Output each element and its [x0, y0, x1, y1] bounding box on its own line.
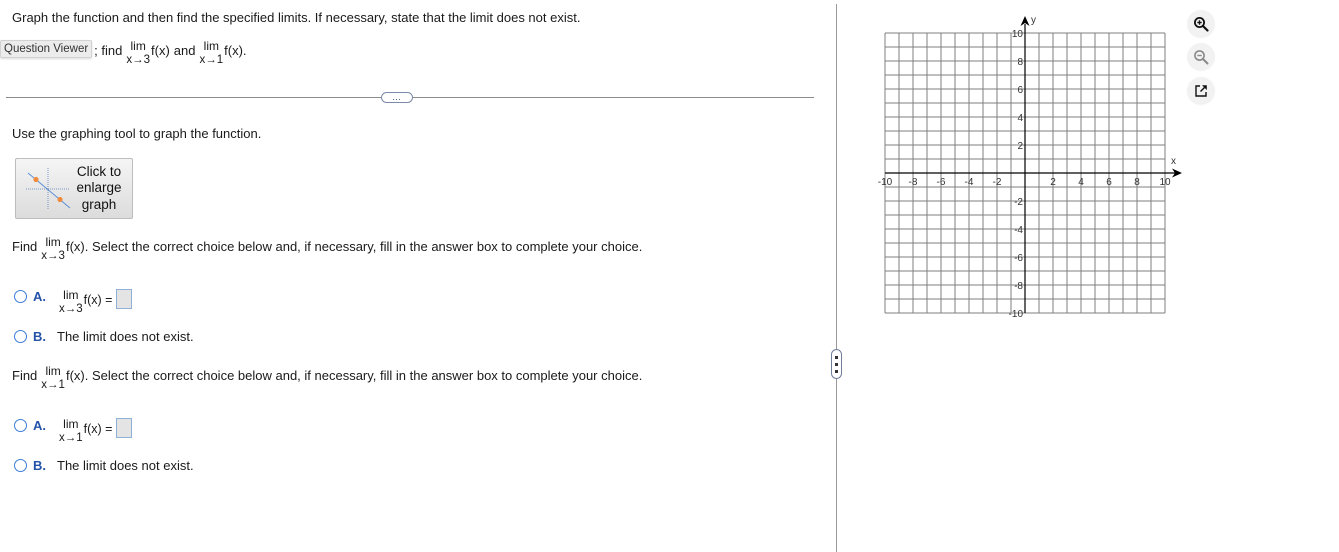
open-external-button[interactable] — [1188, 78, 1214, 104]
question-viewer-tooltip: Question Viewer — [0, 40, 92, 58]
y-tick-label: 2 — [1017, 141, 1023, 152]
lim-subscript: x→3 — [41, 250, 65, 262]
prompt-text: f(x). Select the correct choice below and, if necessary, fill in the answer box to complete your choice. — [65, 368, 643, 383]
fx-end-text: f(x). — [224, 43, 247, 58]
and-text: and — [173, 43, 196, 58]
find-word: Find — [12, 368, 38, 383]
statement-prefix: ; find — [94, 43, 123, 58]
x-tick-label: -2 — [992, 177, 1002, 188]
label-line: enlarge — [76, 180, 122, 196]
part2-prompt — [12, 365, 642, 391]
x-tick-label: -6 — [936, 177, 946, 188]
y-tick-label: -8 — [1014, 281, 1023, 292]
graph-thumbnail-icon — [24, 164, 72, 214]
y-tick-label: 4 — [1017, 113, 1023, 124]
external-link-icon — [1193, 83, 1209, 99]
choice-letter: B. — [33, 329, 46, 344]
x-tick-label: 4 — [1078, 177, 1084, 188]
lim-word: lim — [203, 39, 219, 53]
x-axis-label: x — [1171, 156, 1176, 167]
zoom-out-icon — [1193, 49, 1209, 65]
x-tick-label: -8 — [908, 177, 918, 188]
choice-letter: A. — [33, 289, 46, 304]
part2-choice-a[interactable] — [14, 418, 132, 444]
lim-subscript: x→1 — [41, 379, 65, 391]
lim-word: lim — [63, 288, 79, 302]
coordinate-graph[interactable] — [870, 10, 1190, 320]
part1-choice-a[interactable] — [14, 289, 132, 315]
radio-button[interactable] — [14, 290, 27, 303]
limit-notation-1 — [126, 40, 150, 66]
label-line: graph — [81, 196, 117, 212]
lim-word: lim — [63, 417, 79, 431]
choice-letter: A. — [33, 418, 46, 433]
y-tick-label: -4 — [1014, 225, 1023, 236]
label-line: Click to — [76, 163, 122, 179]
choice-text: The limit does not exist. — [57, 458, 194, 473]
y-tick-label: -2 — [1014, 197, 1023, 208]
find-word: Find — [12, 239, 38, 254]
choice-letter: B. — [33, 458, 46, 473]
choice-expr: f(x) = — [83, 422, 113, 436]
radio-button[interactable] — [14, 330, 27, 343]
zoom-in-icon — [1193, 16, 1209, 32]
x-tick-label: 10 — [1159, 177, 1171, 188]
y-tick-label: 10 — [1011, 29, 1023, 40]
x-tick-label: 6 — [1106, 177, 1112, 188]
part1-prompt — [12, 236, 642, 262]
fx-text: f(x) — [151, 43, 170, 58]
part1-choice-b[interactable] — [14, 329, 194, 344]
y-tick-label: -10 — [1008, 309, 1023, 320]
x-tick-label: 2 — [1050, 177, 1056, 188]
x-tick-label: -10 — [877, 177, 893, 188]
lim-word: lim — [45, 364, 61, 378]
lim-subscript: x→1 — [199, 54, 224, 66]
limit-notation — [41, 365, 65, 391]
lim-subscript: x→1 — [59, 432, 83, 444]
enlarge-graph-button[interactable] — [15, 158, 133, 219]
x-tick-label: 8 — [1134, 177, 1140, 188]
radio-button[interactable] — [14, 459, 27, 472]
lim-subscript: x→3 — [126, 54, 151, 66]
zoom-in-button[interactable] — [1188, 11, 1214, 37]
pane-splitter-handle[interactable] — [831, 349, 842, 379]
lim-word: lim — [130, 39, 146, 53]
prompt-text: f(x). Select the correct choice below and, if necessary, fill in the answer box to complete your choice. — [65, 239, 643, 254]
expand-question-button[interactable]: … — [381, 92, 413, 103]
enlarge-graph-label — [72, 164, 132, 214]
radio-button[interactable] — [14, 419, 27, 432]
question-statement — [0, 40, 247, 70]
lim-word: lim — [45, 235, 61, 249]
pane-splitter[interactable] — [836, 4, 837, 552]
limit-notation — [59, 289, 83, 315]
answer-input[interactable] — [116, 418, 132, 438]
limit-notation — [59, 418, 83, 444]
y-axis-label: y — [1031, 15, 1036, 26]
y-tick-label: -6 — [1014, 253, 1023, 264]
graph-instruction: Use the graphing tool to graph the function. — [12, 126, 262, 141]
lim-subscript: x→3 — [59, 303, 83, 315]
limit-notation — [41, 236, 65, 262]
part2-choice-b[interactable] — [14, 458, 194, 473]
y-tick-label: 8 — [1017, 57, 1023, 68]
x-tick-label: -4 — [964, 177, 974, 188]
answer-input[interactable] — [116, 289, 132, 309]
question-instruction: Graph the function and then find the specified limits. If necessary, state that the limit does not exist. — [12, 10, 581, 25]
limit-notation-2 — [200, 40, 224, 66]
choice-text: The limit does not exist. — [57, 329, 194, 344]
y-tick-label: 6 — [1017, 85, 1023, 96]
zoom-out-button[interactable] — [1188, 44, 1214, 70]
choice-expr: f(x) = — [83, 293, 113, 307]
